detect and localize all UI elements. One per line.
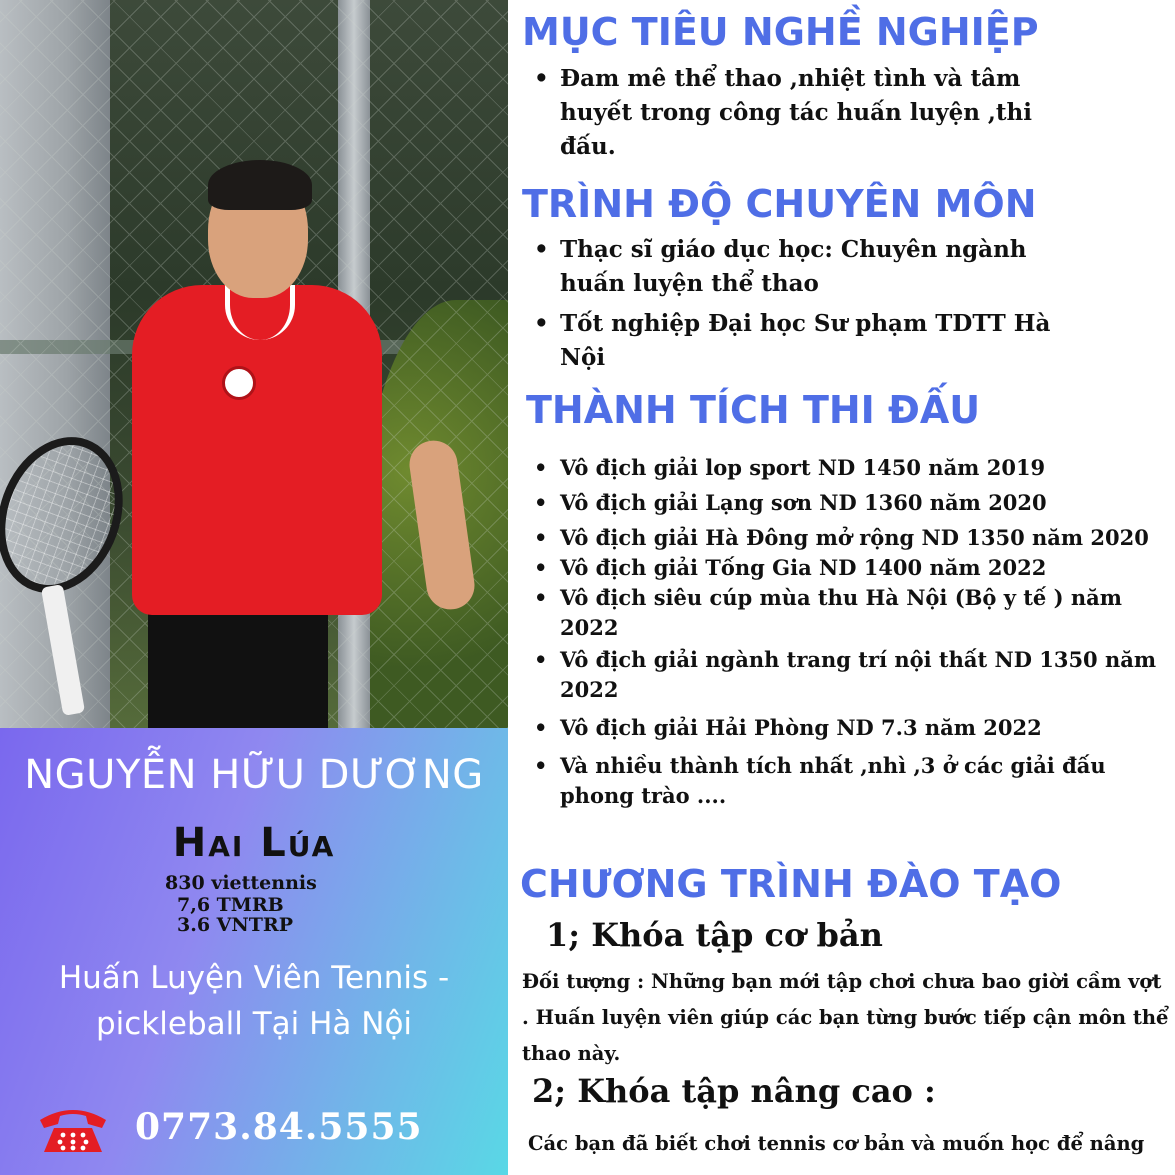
- list-item: • Vô địch giải Lạng sơn ND 1360 năm 2020: [530, 488, 1160, 518]
- list-item: • Vô địch siêu cúp mùa thu Hà Nội (Bộ y tế ) năm 2022: [530, 583, 1160, 643]
- achievements-list: [530, 453, 1160, 811]
- club-logo-icon: [222, 366, 256, 400]
- list-item: • Và nhiều thành tích nhất ,nhì ,3 ở các giải đấu phong trào ....: [530, 751, 1160, 811]
- coach-title: [0, 955, 508, 1047]
- heading-career-goal: MỤC TIÊU NGHỀ NGHIỆP: [522, 10, 1039, 54]
- phone-number[interactable]: 0773.84.5555: [135, 1106, 423, 1148]
- ratings-list: [165, 872, 317, 934]
- coach-nickname: Hai Lúa: [172, 820, 336, 866]
- coach-photo: [0, 0, 508, 728]
- coach-title-line2: pickleball Tại Hà Nội: [95, 1006, 413, 1042]
- course1-title: 1; Khóa tập cơ bản: [546, 916, 883, 954]
- photo-hair: [208, 160, 312, 210]
- qualification-list: [530, 233, 1090, 375]
- coach-title-line1: Huấn Luyện Viên Tennis -: [58, 960, 450, 996]
- list-item: • Vô địch giải ngành trang trí nội thất ND 1350 năm 2022: [530, 645, 1160, 705]
- course1-description: Đối tượng : Những bạn mới tập chơi chưa bao giời cầm vợt . Huấn luyện viên giúp các bạn từng bước tiếp cận môn thể thao này.: [522, 970, 1169, 1065]
- rating-viettennis: 830 viettennis: [165, 872, 317, 894]
- course2-title: 2; Khóa tập nâng cao :: [532, 1072, 936, 1110]
- course2-description: Các bạn đã biết chơi tennis cơ bản và muốn học để nâng: [528, 1132, 1145, 1155]
- heading-achievements: THÀNH TÍCH THI ĐẤU: [526, 388, 981, 432]
- resume-content: [508, 0, 1175, 1175]
- list-item: • Thạc sĩ giáo dục học: Chuyên ngành huấn luyện thể thao: [530, 233, 1090, 301]
- telephone-icon: [36, 1102, 110, 1156]
- heading-training: CHƯƠNG TRÌNH ĐÀO TẠO: [520, 862, 1062, 906]
- list-item: • Tốt nghiệp Đại học Sư phạm TDTT Hà Nội: [530, 307, 1090, 375]
- list-item: • Vô địch giải Hà Đông mở rộng ND 1350 năm 2020: [530, 523, 1160, 553]
- rating-vntrp: 3.6 VNTRP: [177, 914, 293, 936]
- rating-tmrb: 7,6 TMRB: [177, 894, 284, 916]
- heading-qualification: TRÌNH ĐỘ CHUYÊN MÔN: [522, 182, 1037, 226]
- coach-name: NGUYỄN HỮU DƯƠNG: [24, 752, 484, 798]
- list-item: • Đam mê thể thao ,nhiệt tình và tâm huyết trong công tác huấn luyện ,thi đấu.: [530, 62, 1090, 164]
- career-goal-list: [530, 62, 1090, 164]
- list-item: • Vô địch giải Tống Gia ND 1400 năm 2022: [530, 553, 1160, 583]
- list-item: • Vô địch giải Hải Phòng ND 7.3 năm 2022: [530, 713, 1160, 743]
- list-item: • Vô địch giải lop sport ND 1450 năm 2019: [530, 453, 1160, 483]
